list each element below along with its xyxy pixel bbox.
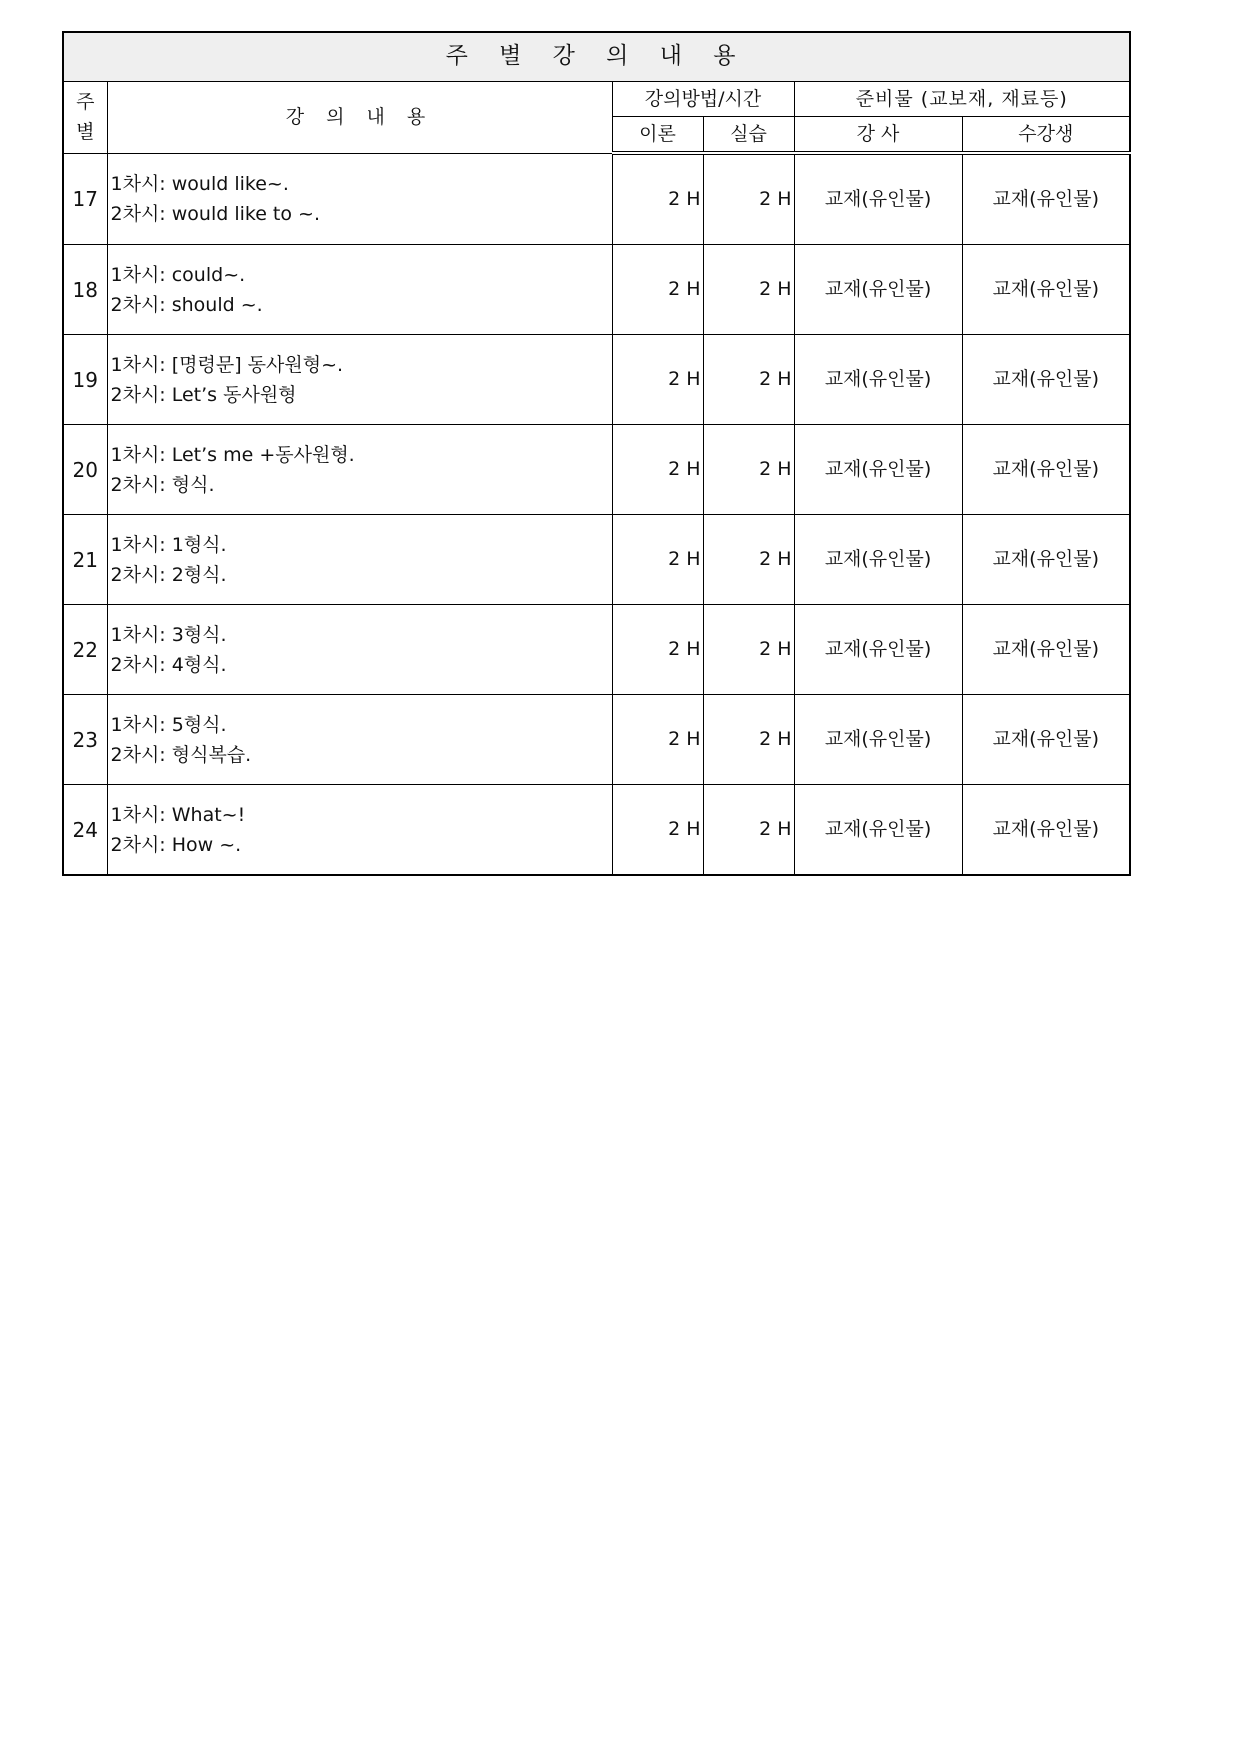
session-2-text: 2차시: 형식. bbox=[110, 473, 215, 496]
student-materials: 교재(유인물) bbox=[962, 515, 1130, 605]
student-materials: 교재(유인물) bbox=[962, 425, 1130, 515]
table-row bbox=[63, 335, 1130, 425]
session-2-text: 2차시: should ~. bbox=[110, 293, 263, 316]
session-2-text: 2차시: How ~. bbox=[110, 833, 242, 856]
student-header: 수강생 bbox=[962, 117, 1130, 154]
instructor-materials: 교재(유인물) bbox=[794, 245, 962, 335]
student-materials: 교재(유인물) bbox=[962, 245, 1130, 335]
session-1-text: 1차시: What~! bbox=[110, 803, 246, 826]
theory-hours: 2 H bbox=[612, 515, 703, 605]
session-1-text: 1차시: 3형식. bbox=[110, 623, 227, 646]
practice-hours: 2 H bbox=[703, 245, 794, 335]
practice-hours: 2 H bbox=[703, 515, 794, 605]
session-1-text: 1차시: would like~. bbox=[110, 172, 289, 195]
session-1-text: 1차시: Let’s me +동사원형. bbox=[110, 443, 355, 466]
practice-hours: 2 H bbox=[703, 605, 794, 695]
week-number: 19 bbox=[63, 335, 107, 425]
lecture-content bbox=[107, 425, 612, 515]
table-title: 주 별 강 의 내 용 bbox=[63, 32, 1130, 82]
lecture-content bbox=[107, 153, 612, 245]
week-header-bottom: 별 bbox=[76, 121, 95, 144]
student-materials: 교재(유인물) bbox=[962, 153, 1130, 245]
week-number: 23 bbox=[63, 695, 107, 785]
week-header bbox=[63, 82, 107, 154]
practice-hours: 2 H bbox=[703, 335, 794, 425]
header-row-top bbox=[63, 82, 1130, 117]
session-2-text: 2차시: 4형식. bbox=[110, 653, 227, 676]
table-row bbox=[63, 605, 1130, 695]
instructor-materials: 교재(유인물) bbox=[794, 785, 962, 876]
table-row bbox=[63, 695, 1130, 785]
session-2-text: 2차시: Let’s 동사원형 bbox=[110, 383, 297, 406]
table-row bbox=[63, 785, 1130, 876]
week-number: 21 bbox=[63, 515, 107, 605]
lecture-content bbox=[107, 245, 612, 335]
lecture-content bbox=[107, 605, 612, 695]
session-2-text: 2차시: 2형식. bbox=[110, 563, 227, 586]
lecture-content bbox=[107, 695, 612, 785]
table-row bbox=[63, 515, 1130, 605]
week-number: 22 bbox=[63, 605, 107, 695]
theory-header: 이론 bbox=[612, 117, 703, 154]
theory-hours: 2 H bbox=[612, 335, 703, 425]
week-number: 24 bbox=[63, 785, 107, 876]
student-materials: 교재(유인물) bbox=[962, 605, 1130, 695]
weekly-lecture-table bbox=[62, 31, 1131, 876]
lecture-content bbox=[107, 335, 612, 425]
session-1-text: 1차시: [명령문] 동사원형~. bbox=[110, 353, 344, 376]
lecture-content bbox=[107, 785, 612, 876]
table-row bbox=[63, 425, 1130, 515]
theory-hours: 2 H bbox=[612, 425, 703, 515]
week-number: 20 bbox=[63, 425, 107, 515]
practice-header: 실습 bbox=[703, 117, 794, 154]
session-1-text: 1차시: could~. bbox=[110, 263, 246, 286]
materials-header: 준비물 (교보재, 재료등) bbox=[794, 82, 1130, 117]
practice-hours: 2 H bbox=[703, 785, 794, 876]
instructor-materials: 교재(유인물) bbox=[794, 425, 962, 515]
practice-hours: 2 H bbox=[703, 695, 794, 785]
week-number: 18 bbox=[63, 245, 107, 335]
content-header: 강 의 내 용 bbox=[107, 82, 612, 154]
student-materials: 교재(유인물) bbox=[962, 335, 1130, 425]
theory-hours: 2 H bbox=[612, 695, 703, 785]
title-row bbox=[63, 32, 1130, 82]
theory-hours: 2 H bbox=[612, 605, 703, 695]
method-header: 강의방법/시간 bbox=[612, 82, 794, 117]
practice-hours: 2 H bbox=[703, 153, 794, 245]
table-row bbox=[63, 153, 1130, 245]
lecture-content bbox=[107, 515, 612, 605]
session-1-text: 1차시: 1형식. bbox=[110, 533, 227, 556]
instructor-materials: 교재(유인물) bbox=[794, 605, 962, 695]
session-1-text: 1차시: 5형식. bbox=[110, 713, 227, 736]
instructor-materials: 교재(유인물) bbox=[794, 335, 962, 425]
session-2-text: 2차시: would like to ~. bbox=[110, 202, 321, 225]
student-materials: 교재(유인물) bbox=[962, 785, 1130, 876]
table-row bbox=[63, 245, 1130, 335]
student-materials: 교재(유인물) bbox=[962, 695, 1130, 785]
week-header-top: 주 bbox=[76, 90, 95, 113]
instructor-materials: 교재(유인물) bbox=[794, 695, 962, 785]
instructor-header: 강 사 bbox=[794, 117, 962, 154]
theory-hours: 2 H bbox=[612, 153, 703, 245]
theory-hours: 2 H bbox=[612, 245, 703, 335]
practice-hours: 2 H bbox=[703, 425, 794, 515]
instructor-materials: 교재(유인물) bbox=[794, 515, 962, 605]
instructor-materials: 교재(유인물) bbox=[794, 153, 962, 245]
week-number: 17 bbox=[63, 153, 107, 245]
session-2-text: 2차시: 형식복습. bbox=[110, 743, 252, 766]
theory-hours: 2 H bbox=[612, 785, 703, 876]
